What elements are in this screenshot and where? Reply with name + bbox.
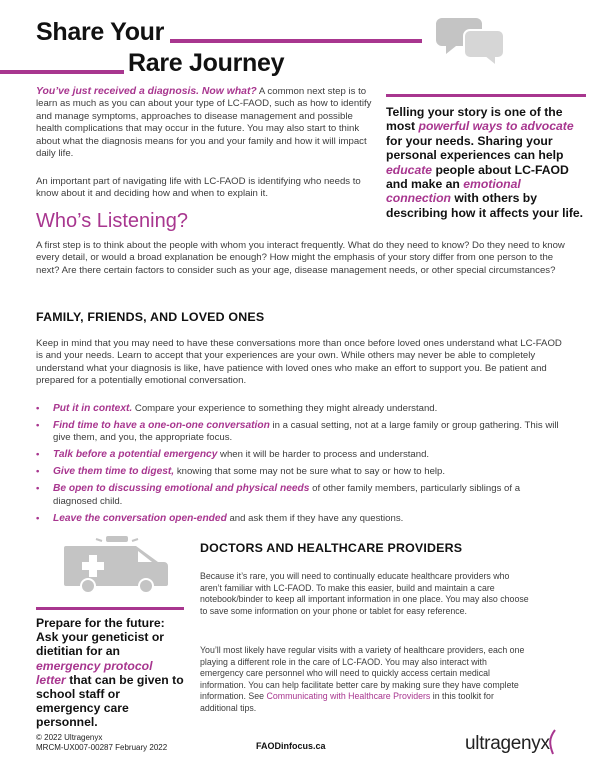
logo-swoosh-icon xyxy=(545,728,559,756)
list-item: • Leave the conversation open-ended and ask them if they have any questions. xyxy=(36,512,404,524)
doctors-heading: DOCTORS AND HEALTHCARE PROVIDERS xyxy=(200,541,463,555)
bullet-dot-icon: • xyxy=(36,466,40,478)
list-item: • Be open to discussing emotional and physical needs of other family members, particularly siblings of a diagnosed child. xyxy=(36,483,521,507)
doctors-body-2: You’ll most likely have regular visits with a variety of healthcare providers, each one playing a different role in the care of LC-FAOD. You may also interact with emergency care personnel who will need to quickly access certain medical information. You can help facilitate better care by making sure they have complete information. See Communicating with Healthcare Providers in this toolkit for additional tips. xyxy=(200,645,525,713)
story-callout xyxy=(386,94,586,220)
emergency-callout-text: Prepare for the future: Ask your geneticist or dietitian for an emergency protocol letter that can be given to school staff or emergency care personnel. xyxy=(36,616,184,730)
footer-legal xyxy=(36,733,167,753)
doctors-body-1: Because it’s rare, you will need to continually educate healthcare providers who aren’t familiar with LC-FAOD. To make this easier, build and maintain a care notebook/binder to keep all important information in one place. You may also choose to save some information on your phone or tablet for easy reference. xyxy=(200,571,529,616)
intro-lead: You’ve just received a diagnosis. Now what? xyxy=(36,86,257,97)
ambulance-icon xyxy=(62,536,170,596)
page-title-line2: Rare Journey xyxy=(128,49,285,77)
whos-listening-heading: Who’s Listening? xyxy=(36,210,188,232)
whos-listening-body: A first step is to think about the people with whom you interact frequently. What do they need to know? Do they need to know every detail, or would a broad explanation be enough? How might the emphasis of your story differ from one person to the next? Are there certain factors to consider such as your age, disease management needs, or other special circumstances? xyxy=(36,240,565,276)
page-title-line1: Share Your xyxy=(36,18,165,46)
bullet-dot-icon: • xyxy=(36,449,40,461)
list-item: • Find time to have a one-on-one conversation in a casual setting, not at a large family or group gathering. This will give them, and you, the appropriate focus. xyxy=(36,420,559,444)
family-tips-list xyxy=(36,403,566,530)
document-code: MRCM-UX007-00287 February 2022 xyxy=(36,743,168,752)
intro-paragraph-2: An important part of navigating life with LC-FAOD is identifying who needs to know about it and deciding how and when to explain it. xyxy=(36,176,361,200)
list-item: • Put it in context. Compare your experience to something they might already understand. xyxy=(36,403,438,414)
bullet-dot-icon: • xyxy=(36,483,40,495)
list-item: • Talk before a potential emergency when it will be harder to process and understand. xyxy=(36,449,430,461)
copyright: © 2022 Ultragenyx xyxy=(36,733,103,742)
bullet-dot-icon: • xyxy=(36,512,40,524)
ultragenyx-logo: ultragenyx xyxy=(465,733,550,754)
family-body: Keep in mind that you may need to have these conversations more than once before loved ones understand what LC-FAOD is and your needs. Learn to accept that your experiences are your own. While others may never be able to completely understand what your diagnosis is like, have patience with loved ones who make an effort to support you. Be patient and prepared for a potentially emotional conversation. xyxy=(36,338,562,387)
communicating-link[interactable]: Communicating with Healthcare Providers xyxy=(266,691,431,702)
title-underline-1 xyxy=(170,39,422,43)
bullet-dot-icon: • xyxy=(36,420,40,431)
family-heading: FAMILY, FRIENDS, AND LOVED ONES xyxy=(36,310,265,324)
bullet-dot-icon: • xyxy=(36,403,40,414)
footer-url-link[interactable]: FAODinfocus.ca xyxy=(256,741,326,751)
emergency-callout xyxy=(36,607,184,730)
intro-paragraph: You’ve just received a diagnosis. Now what? A common next step is to learn as much as you can about your type of LC-FAOD, such as how to identify and manage symptoms, approaches to disease management and possible health complications that may occur in the future. You may also start to think about what the diagnosis means for you and your family and how it will impact daily life. xyxy=(36,86,372,160)
list-item: • Give them time to digest, knowing that some may not be sure what to say or how to help. xyxy=(36,466,446,478)
title-underline-2 xyxy=(0,70,124,74)
speech-bubbles-icon xyxy=(436,14,506,66)
story-callout-text: Telling your story is one of the most powerful ways to advocate for your needs. Sharing your personal experiences can help educate people about LC-FAOD and make an emotional connection with others by describing how it affects your life. xyxy=(386,105,584,220)
